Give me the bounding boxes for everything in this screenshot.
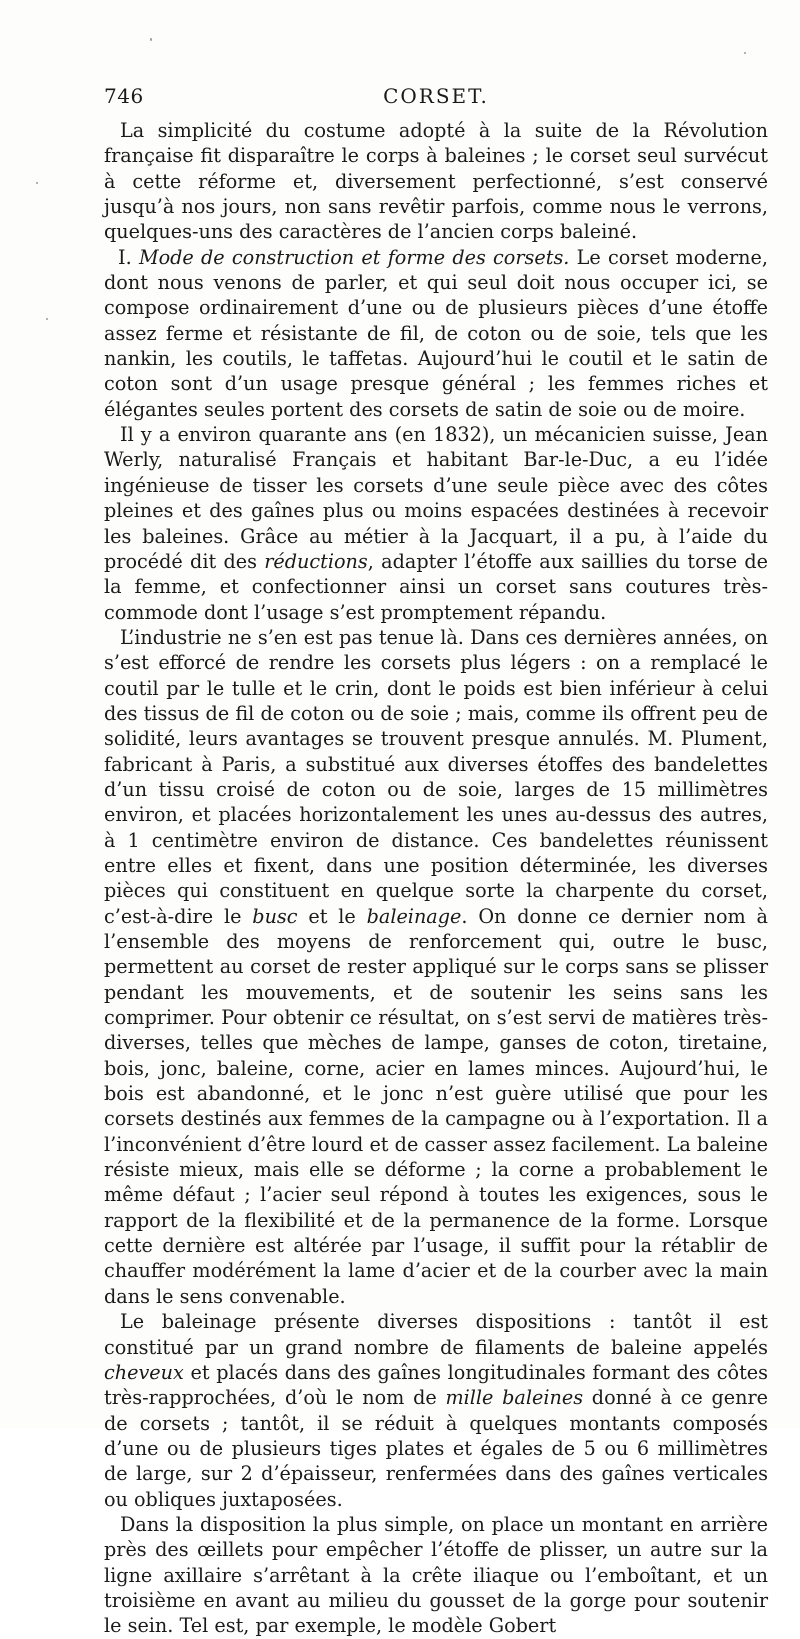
italic-term: busc <box>252 904 298 928</box>
page-header <box>104 84 768 114</box>
running-title: CORSET. <box>383 84 489 108</box>
paper-speck <box>150 38 152 41</box>
paragraph-text: Le baleinage présente diverses dispositions : tantôt il est constitué par un grand nombre de filaments de baleine appelés <box>104 1310 768 1359</box>
paragraph-text: et placés dans des gaînes longitudinales formant des côtes très-rapprochées, d’où le nom de <box>104 1360 768 1410</box>
paper-speck <box>46 318 48 320</box>
paragraph-text: et le <box>297 904 367 928</box>
paragraph-text: Il y a environ quarante ans (en 1832), un mécanicien suisse, Jean Werly, naturalisé Français et habitant Bar-le-Duc, a eu l’idée ingénieuse de tisser les corsets d’une seule pièce avec des côtes pleines et des gaînes plus ou moins espacées destinées à recevoir les baleines. Grâce au métier à la Jacquart, il a pu, à l’aide du procédé dit des <box>104 423 768 573</box>
page-number: 746 <box>104 84 144 108</box>
paragraph-text: Le corset moderne, dont nous venons de parler, et qui seul doit nous occuper ici, se compose ordinairement d’une ou de plusieurs pièces d’une étoffe assez ferme et résistante de fil, de coton ou de soie, tels que les nankin, les coutils, le taffetas. Aujourd’hui le coutil et le satin de coton sont d’un usage presque général ; les femmes riches et élégantes seules portent des corsets de satin de soie ou de moire. <box>104 245 768 421</box>
paragraph-text: La simplicité du costume adopté à la suite de la Révolution française fit disparaître le corps à baleines ; le corset seul survécut à cette réforme et, diversement perfectionné, s’est conservé jusqu’à nos jours, non sans revêtir parfois, comme nous le verrons, quelques-uns des caractères de l’ancien corps baleiné. <box>104 119 768 244</box>
section-number: I. <box>118 245 132 269</box>
paragraph-industry <box>104 625 768 1309</box>
italic-term: cheveux <box>104 1360 184 1384</box>
paper-speck <box>744 52 746 54</box>
italic-term: mille baleines <box>445 1386 584 1410</box>
paragraph-section-construction <box>104 245 768 422</box>
paragraph-text: Dans la disposition la plus simple, on place un montant en arrière près des œillets pour empêcher l’étoffe de plisser, un autre sur la ligne axillaire s’arrêtant à la crête iliaque ou l’emboîtant, et un troisième en avant au milieu du gousset de la gorge pour soutenir le sein. Tel est, par exemple, le modèle Gobert <box>104 1512 768 1638</box>
paragraph-text: , adapter l’étoffe aux saillies du torse de la femme, et confectionner ainsi un corset sans coutures très-commode dont l’usage s’est promptement répandu. <box>104 549 768 624</box>
italic-term: réductions <box>264 549 368 573</box>
paragraph-text: donné à ce genre de corsets ; tantôt, il se réduit à quelques montants composés d’une ou de plusieurs tiges plates et égales de 5 ou 6 millimètres de large, sur 2 d’épaisseur, renfermées dans des gaînes verticales ou obliques juxtaposées. <box>104 1386 768 1511</box>
paragraph-baleinage <box>104 1309 768 1512</box>
paper-speck <box>36 182 38 184</box>
paragraph-revolution <box>104 118 768 245</box>
article-body <box>104 118 768 1639</box>
paragraph-text: L’industrie ne s’en est pas tenue là. Dans ces dernières années, on s’est efforcé de rendre les corsets plus légers : on a remplacé le coutil par le tulle et le crin, dont le poids est bien inférieur à celui des tissus de fil de coton ou de soie ; mais, comme ils offrent peu de solidité, leurs avantages se trouvent presque annulés. M. Plument, fabricant à Paris, a substitué aux diverses étoffes des bandelettes d’un tissu croisé de coton ou de soie, larges de 15 millimètres environ, et placées horizontalement les unes au-dessus des autres, à 1 centimètre environ de distance. Ces bandelettes réunissent entre elles et fixent, dans une position déterminée, les diverses pièces qui constituent en quelque sorte la charpente du corset, c’est-à-dire le <box>104 625 768 928</box>
paragraph-text: . On donne ce dernier nom à l’ensemble des moyens de renforcement qui, outre le busc, permettent au corset de rester appliqué sur le corps sans se plisser pendant les mouvements, et de soutenir les seins sans les comprimer. Pour obtenir ce résultat, on s’est servi de matières très-diverses, telles que mèches de lampe, ganses de coton, tiretaine, bois, jonc, baleine, corne, acier en lames minces. Aujourd’hui, le bois est abandonné, et le jonc n’est guère utilisé que pour les corsets destinés aux femmes de la campagne ou à l’exportation. Il a l’inconvénient d’être lourd et de casser assez facilement. La baleine résiste mieux, mais elle se déforme ; la corne a probablement le même défaut ; l’acier seul répond à toutes les exigences, sous le rapport de la flexibilité et de la permanence de la forme. Lorsque cette dernière est altérée par l’usage, il suffit pour la rétablir de chauffer modérément la lame d’acier et de la courber avec la main dans le sens convenable. <box>104 904 768 1308</box>
italic-term: baleinage <box>366 904 462 928</box>
paragraph-werly <box>104 422 768 625</box>
section-title: Mode de construction et forme des corsets. <box>138 245 570 269</box>
paragraph-disposition <box>104 1512 768 1639</box>
